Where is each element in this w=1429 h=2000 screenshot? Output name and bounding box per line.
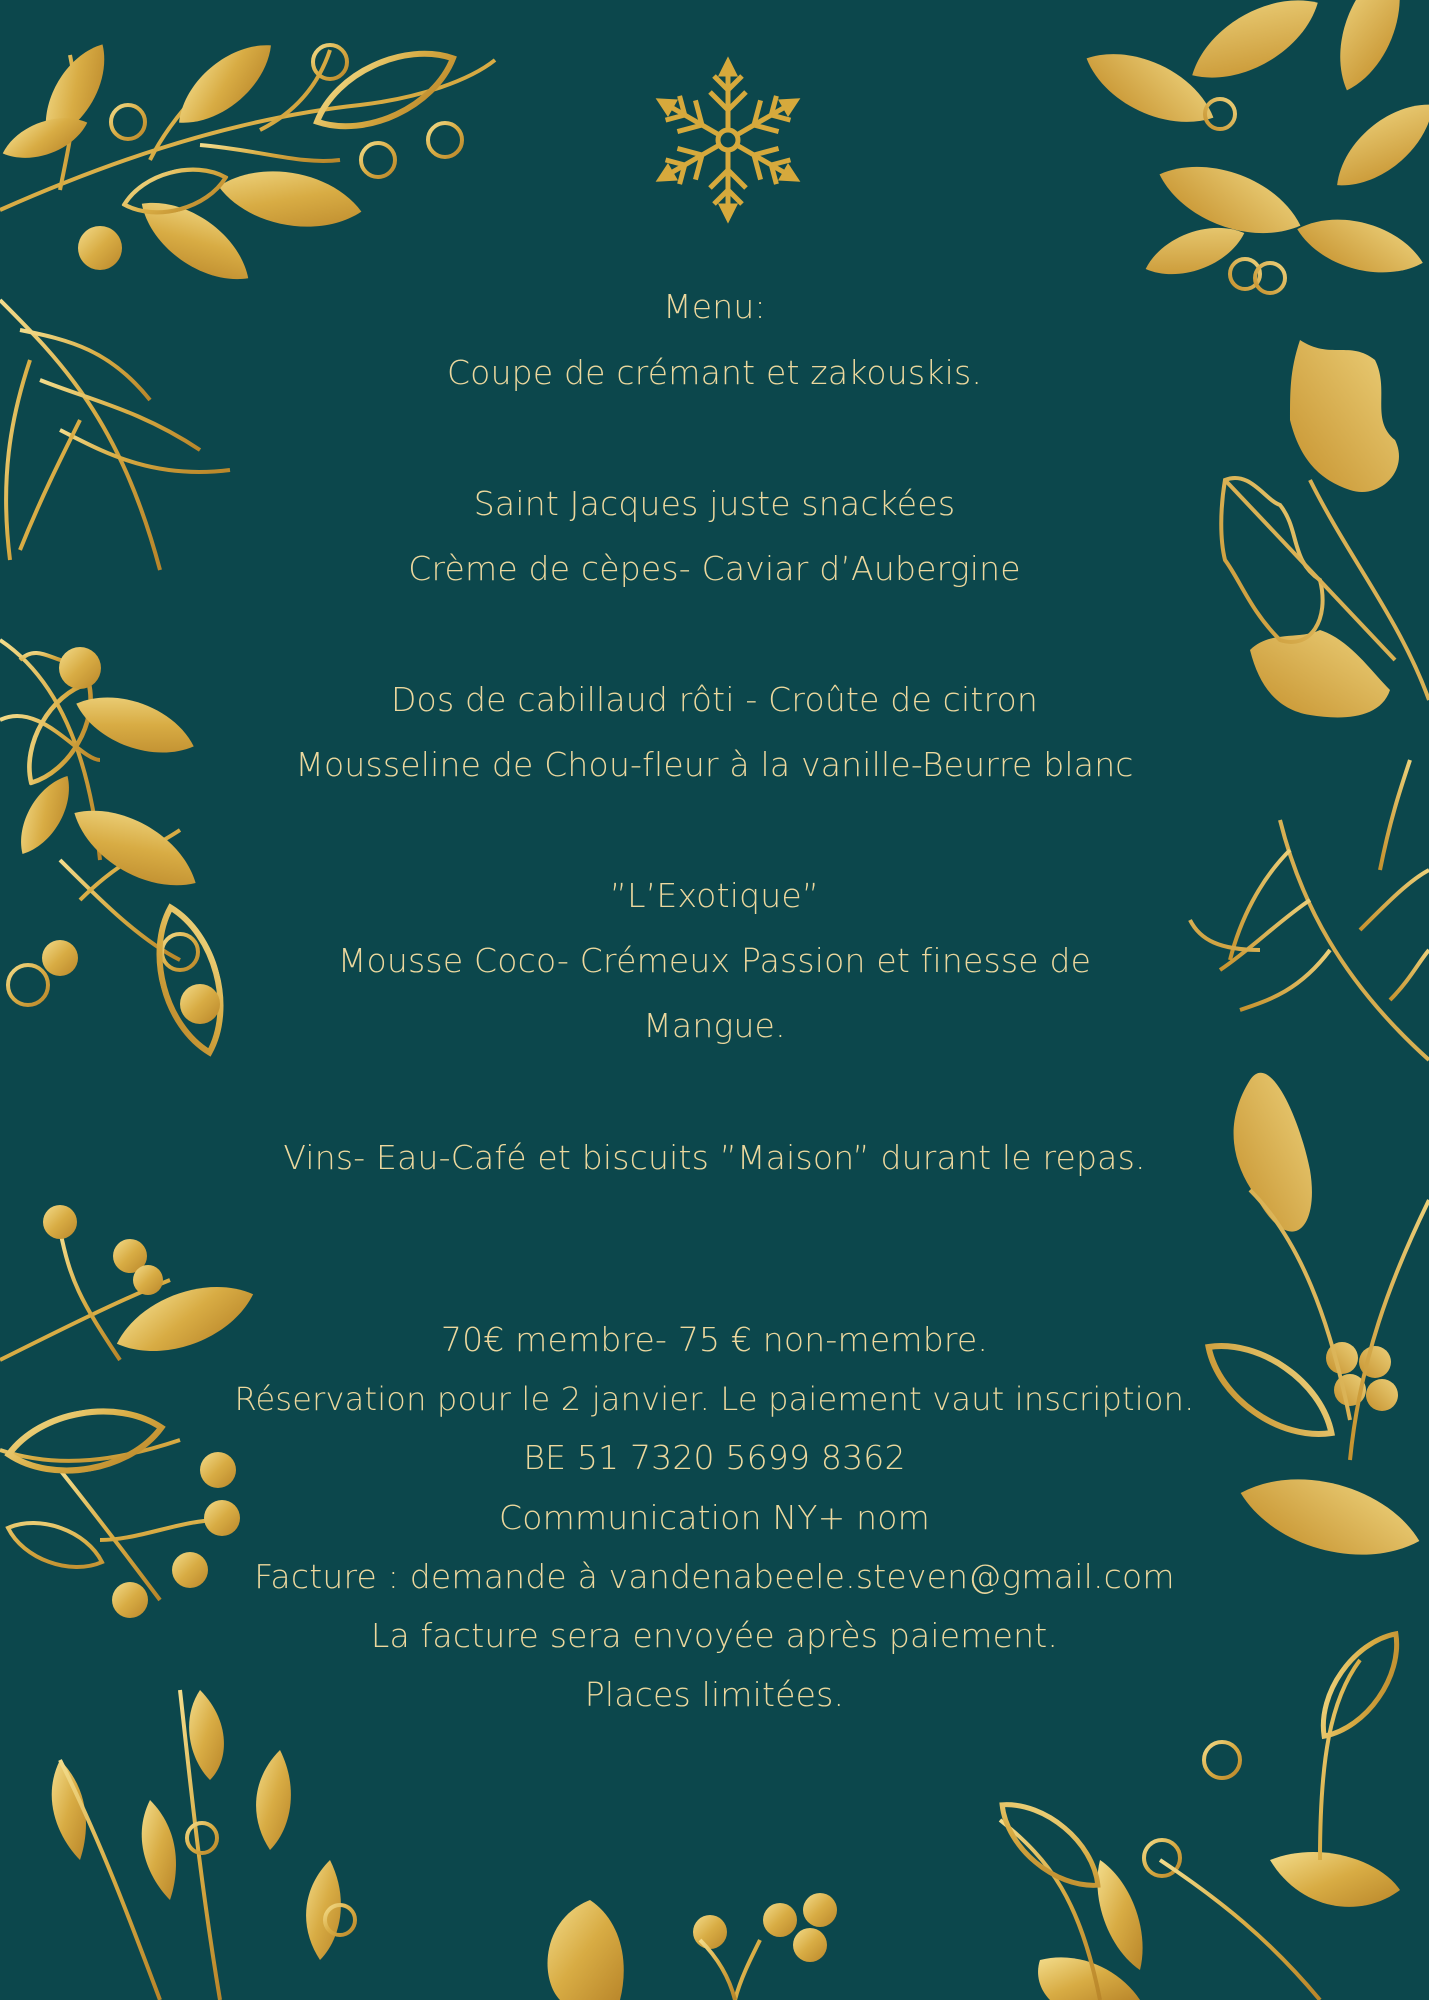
starter-title: Saint Jacques juste snackées bbox=[473, 484, 956, 523]
aperitif-line: Coupe de crémant et zakouskis. bbox=[446, 353, 983, 392]
dessert-title: ”L’Exotique” bbox=[609, 876, 820, 915]
account-number: BE 51 7320 5699 8362 bbox=[523, 1438, 906, 1477]
dessert-detail-line-1: Mousse Coco- Crémeux Passion et finesse de bbox=[337, 941, 1092, 980]
reservation-line: Réservation pour le 2 janvier. Le paiement vaut inscription. bbox=[234, 1380, 1195, 1418]
invoice-request-line: Facture : demande à vandenabeele.steven@gmail.com bbox=[254, 1557, 1175, 1596]
main-course-detail: Mousseline de Chou-fleur à la vanille-Beurre blanc bbox=[295, 745, 1134, 784]
price-line: 70€ membre- 75 € non-membre. bbox=[440, 1320, 989, 1359]
main-course-title: Dos de cabillaud rôti - Croûte de citron bbox=[390, 680, 1039, 719]
communication-line: Communication NY+ nom bbox=[498, 1498, 931, 1537]
starter-detail: Crème de cèpes- Caviar d’Aubergine bbox=[408, 549, 1021, 588]
drinks-line: Vins- Eau-Café et biscuits ”Maison” durant le repas. bbox=[283, 1138, 1146, 1177]
invoice-sent-line: La facture sera envoyée après paiement. bbox=[370, 1616, 1059, 1655]
limited-places-line: Places limitées. bbox=[584, 1675, 845, 1714]
menu-heading: Menu: bbox=[663, 287, 766, 326]
snowflake-icon bbox=[651, 62, 804, 218]
dessert-detail-line-2: Mangue. bbox=[643, 1006, 786, 1045]
